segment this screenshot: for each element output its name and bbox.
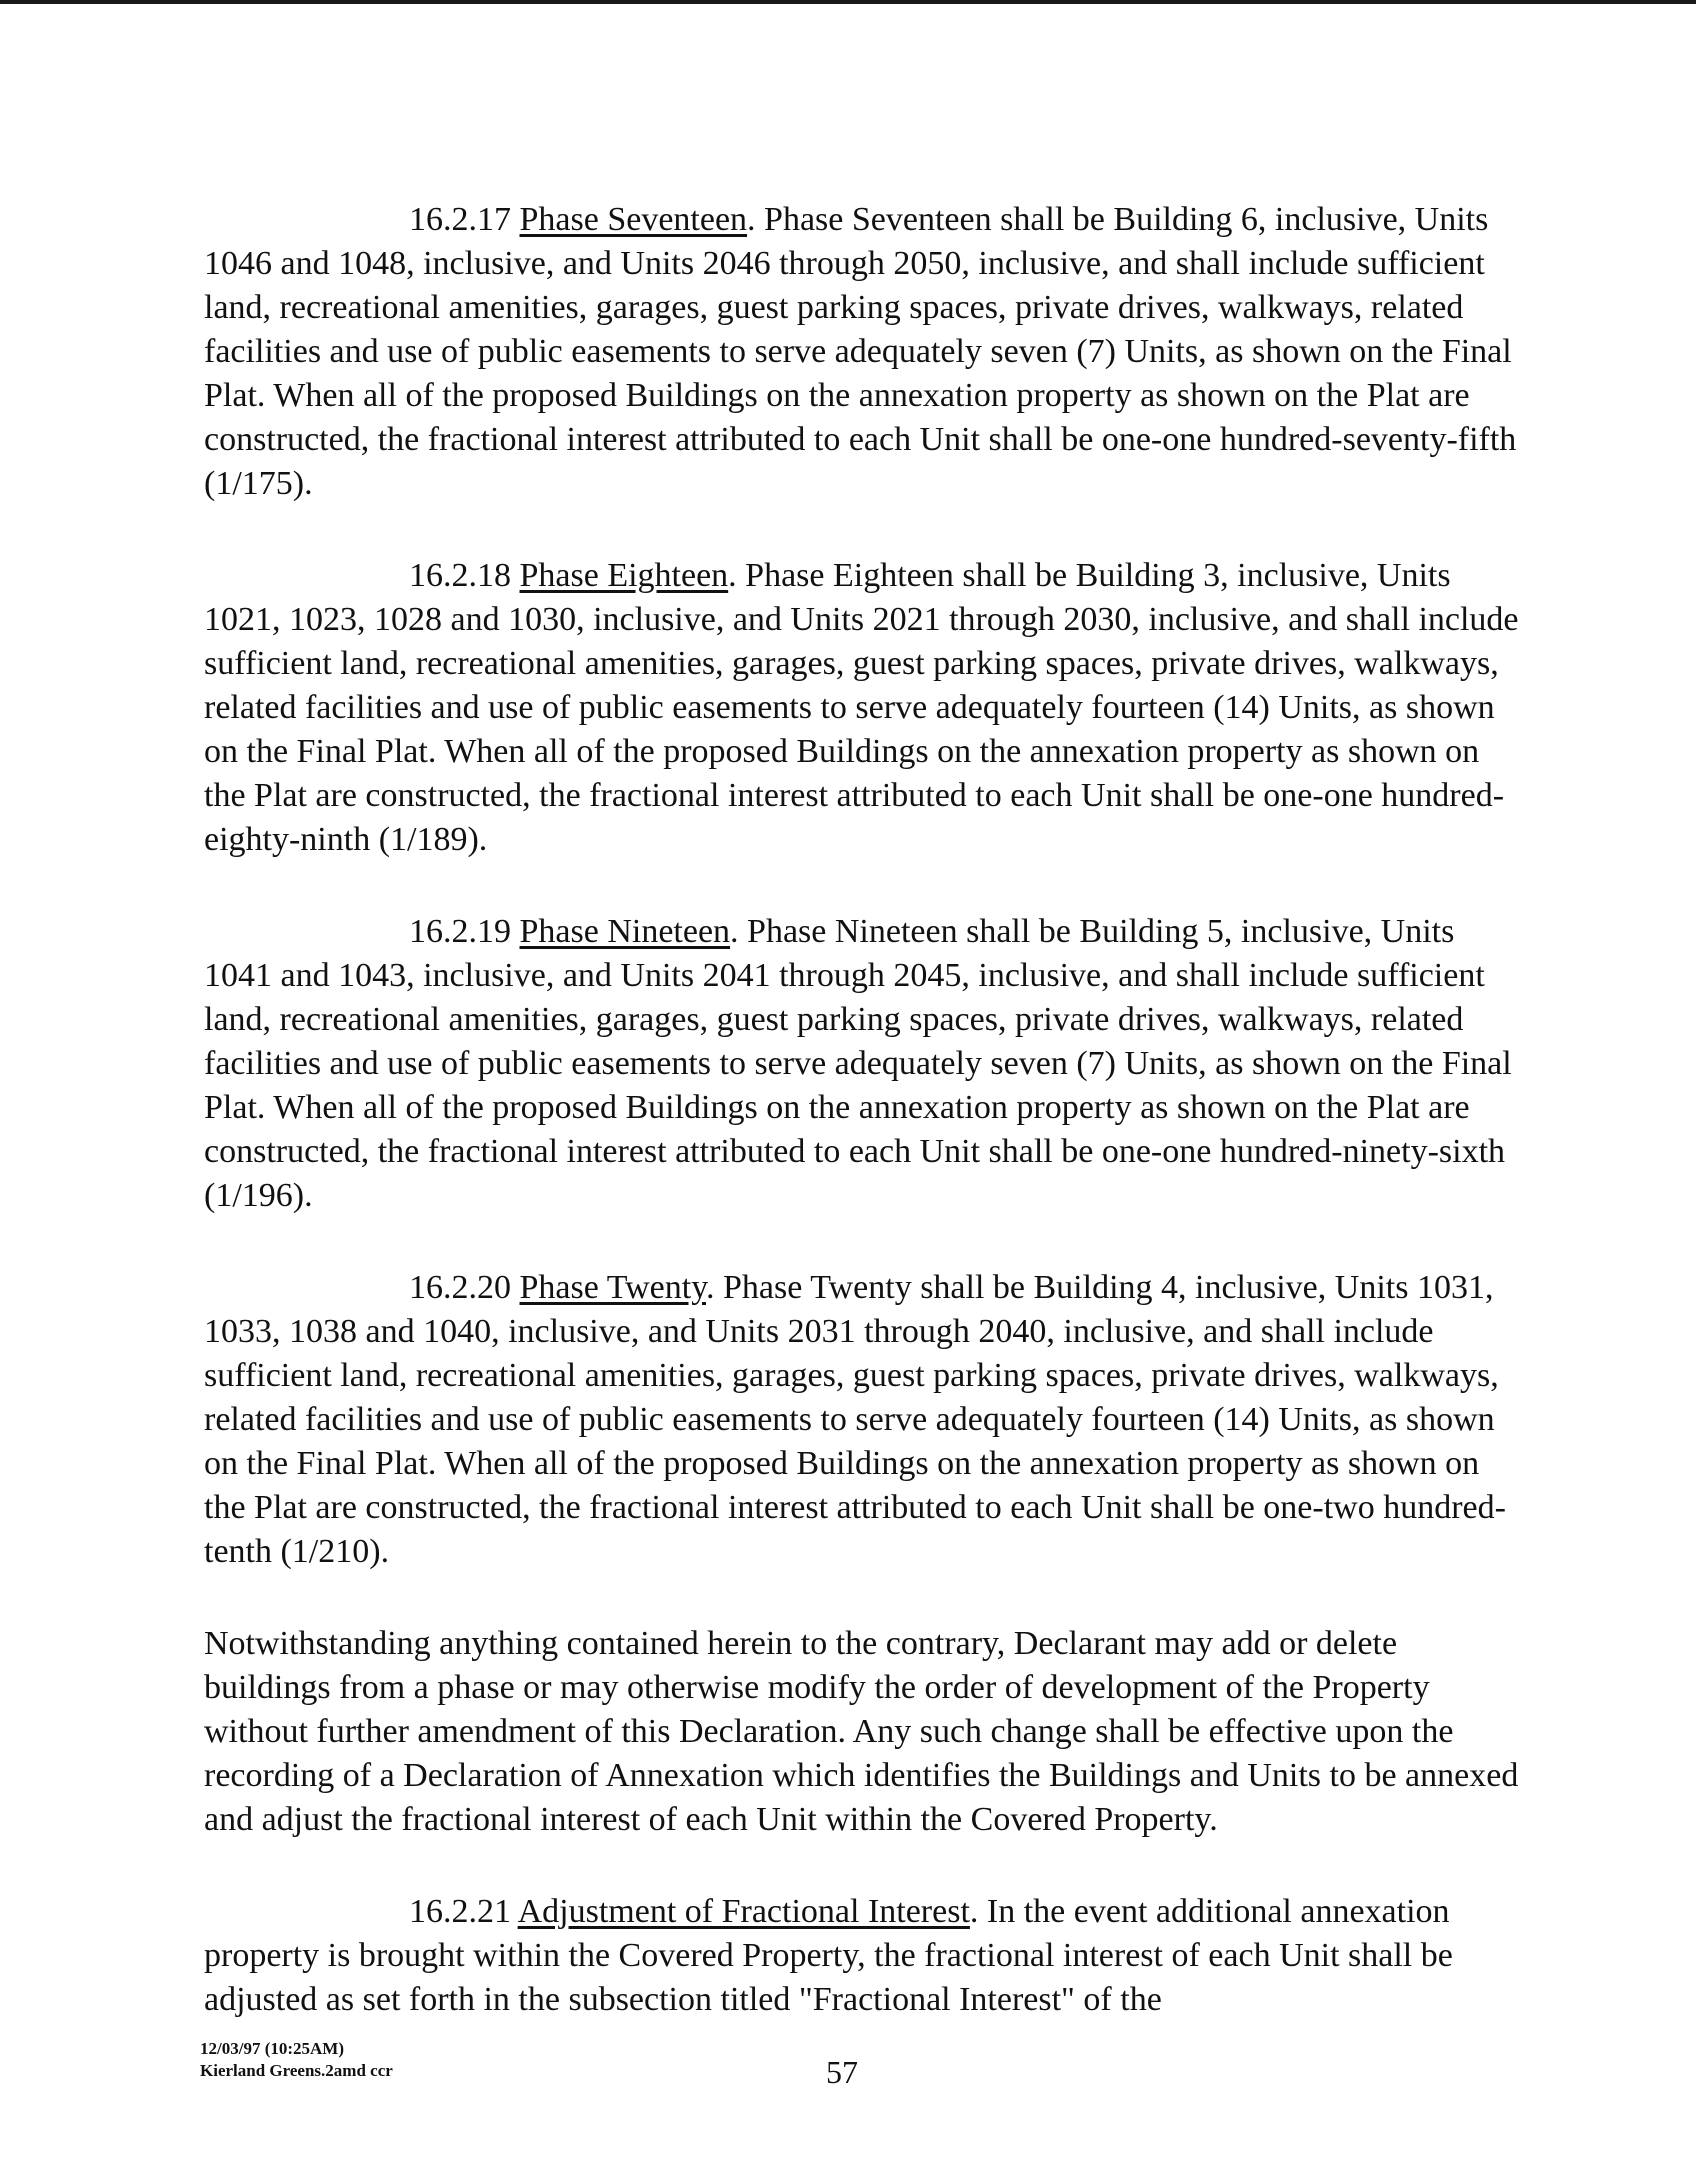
section-body: . Phase Nineteen shall be Building 5, inclusive, Units 1041 and 1043, inclusive, and Units 2041 through 2045, inclusive, and shall include sufficient land, recreational amenities, garages, guest parking spaces, private drives, walkways, related facilities and use of public easements to serve adequately seven (7) Units, as shown on the Final Plat. When all of the proposed Buildings on the annexation property as shown on the Plat are constructed, the fractional interest attributed to each Unit shall be one-one hundred-ninety-sixth (1/196). — [204, 913, 1512, 1214]
section-heading: Phase Nineteen — [519, 913, 731, 950]
section-number: 16.2.21 — [409, 1893, 511, 1930]
section-number: 16.2.17 — [409, 201, 511, 238]
footer-timestamp: 12/03/97 (10:25AM) — [200, 2039, 345, 2058]
section-16-2-18 — [204, 554, 1522, 862]
section-16-2-20 — [204, 1266, 1522, 1574]
section-body: . Phase Eighteen shall be Building 3, inclusive, Units 1021, 1023, 1028 and 1030, inclusive, and Units 2021 through 2030, inclusive, and shall include sufficient land, recreational amenities, garages, guest parking spaces, private drives, walkways, related facilities and use of public easements to serve adequately fourteen (14) Units, as shown on the Final Plat. When all of the proposed Buildings on the annexation property as shown on the Plat are constructed, the fractional interest attributed to each Unit shall be one-one hundred-eighty-ninth (1/189). — [204, 557, 1519, 858]
section-16-2-21 — [204, 1890, 1522, 2022]
section-number: 16.2.18 — [409, 557, 511, 594]
section-body: . Phase Seventeen shall be Building 6, inclusive, Units 1046 and 1048, inclusive, and Units 2046 through 2050, inclusive, and shall include sufficient land, recreational amenities, garages, guest parking spaces, private drives, walkways, related facilities and use of public easements to serve adequately seven (7) Units, as shown on the Final Plat. When all of the proposed Buildings on the annexation property as shown on the Plat are constructed, the fractional interest attributed to each Unit shall be one-one hundred-seventy-fifth (1/175). — [204, 201, 1517, 502]
notwithstanding-paragraph: Notwithstanding anything contained herein to the contrary, Declarant may add or delete buildings from a phase or may otherwise modify the order of development of the Property without further amendment of this Declaration. Any such change shall be effective upon the recording of a Declaration of Annexation which identifies the Buildings and Units to be annexed and adjust the fractional interest of each Unit within the Covered Property. — [204, 1625, 1519, 1838]
document-body — [204, 198, 1522, 2022]
section-body: . In the event additional annexation property is brought within the Covered Property, the fractional interest of each Unit shall be adjusted as set forth in the subsection titled "Fractional Interest" of the — [204, 1893, 1453, 2018]
section-body: . Phase Twenty shall be Building 4, inclusive, Units 1031, 1033, 1038 and 1040, inclusive, and Units 2031 through 2040, inclusive, and shall include sufficient land, recreational amenities, garages, guest parking spaces, private drives, walkways, related facilities and use of public easements to serve adequately fourteen (14) Units, as shown on the Final Plat. When all of the proposed Buildings on the annexation property as shown on the Plat are constructed, the fractional interest attributed to each Unit shall be one-two hundred-tenth (1/210). — [204, 1269, 1506, 1570]
section-heading: Phase Eighteen — [519, 557, 729, 594]
section-16-2-19 — [204, 910, 1522, 1218]
section-number: 16.2.19 — [409, 913, 511, 950]
page-number: 57 — [826, 2054, 858, 2090]
section-heading: Adjustment of Fractional Interest — [517, 1893, 970, 1930]
top-border-line — [0, 0, 1696, 4]
footer-document-info — [200, 2038, 393, 2082]
section-number: 16.2.20 — [409, 1269, 511, 1306]
footer-filename: Kierland Greens.2amd ccr — [200, 2061, 393, 2080]
section-heading: Phase Seventeen — [519, 201, 748, 238]
section-16-2-17 — [204, 198, 1522, 506]
section-heading: Phase Twenty — [519, 1269, 706, 1306]
